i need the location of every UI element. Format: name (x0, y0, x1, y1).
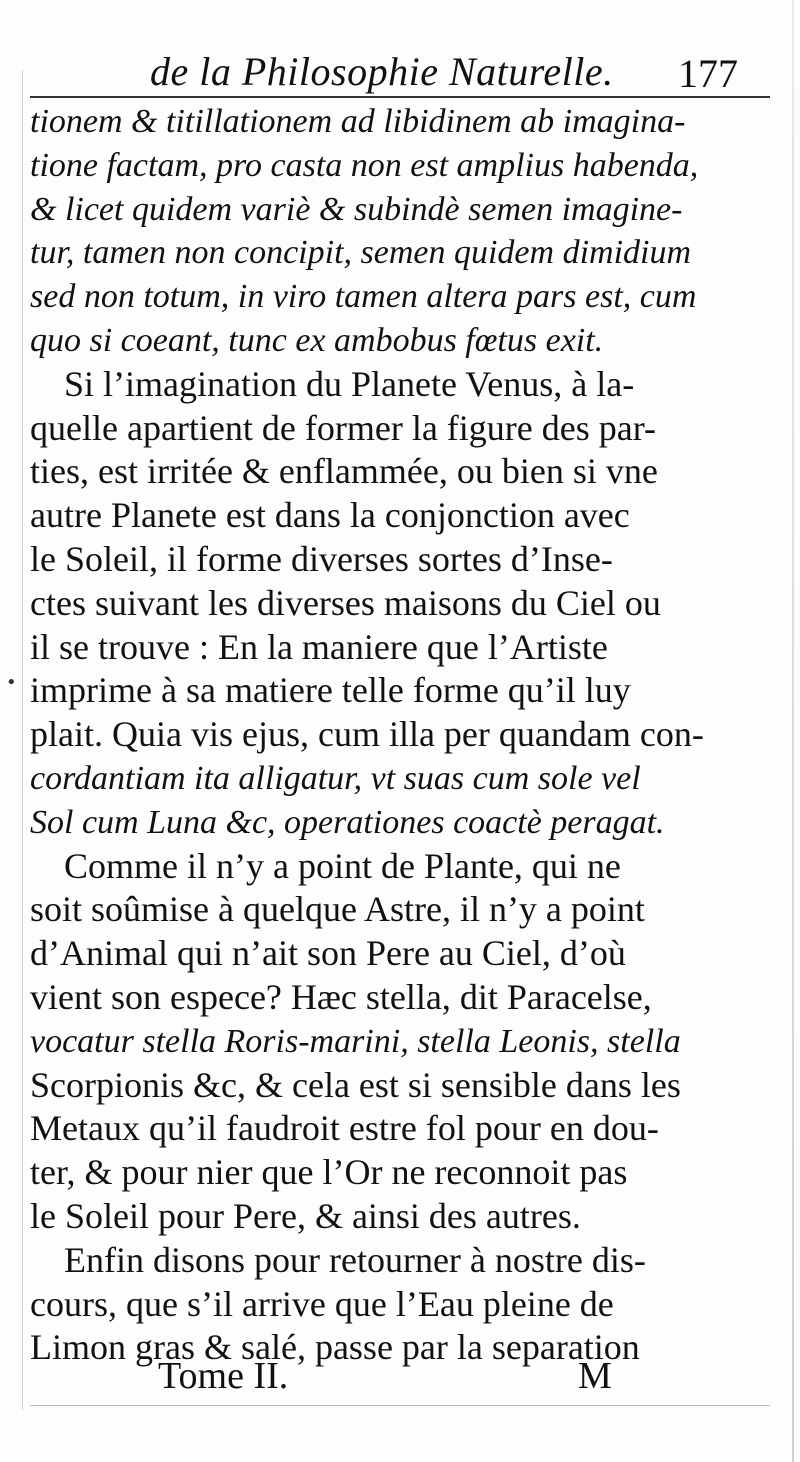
page-number: 177 (678, 51, 738, 96)
paragraph-start-line: Comme il n’y a point de Plante, qui ne (64, 845, 621, 886)
text-line: vient son espece? Hæc stella, dit Paracelse, (30, 976, 652, 1017)
text-line: cordantiam ita alligatur, vt suas cum sole vel (30, 759, 641, 797)
header-rule (30, 96, 770, 98)
page-edge-left (22, 70, 23, 1410)
text-line: Limon gras & salé, passe par la separation (30, 1327, 640, 1368)
page-body (30, 100, 775, 1370)
text-line: plait. Quia vis ejus, cum illa per quandam con- (30, 714, 704, 755)
signature-mark: M (578, 1355, 612, 1397)
paragraph-start-line: Enfin disons pour retourner à nostre dis- (64, 1239, 646, 1280)
text-line: le Soleil, il forme diverses sortes d’Inse- (30, 538, 613, 579)
text-line: soit soûmise à quelque Astre, il n’y a point (30, 889, 645, 930)
text-line: ter, & pour nier que l’Or ne reconnoit pas (30, 1152, 628, 1193)
text-line: quelle apartient de former la figure des par- (30, 407, 656, 448)
text-line: sed non totum, in viro tamen altera pars est, cum (30, 278, 697, 316)
text-line: Metaux qu’il faudroit estre fol pour en dou- (30, 1108, 659, 1149)
text-line: cours, que s’il arrive que l’Eau pleine de (30, 1283, 614, 1324)
text-line: ctes suivant les diverses maisons du Ciel ou (30, 582, 661, 623)
running-title: de la Philosophie Naturelle. (150, 49, 614, 94)
page-edge-right (792, 0, 794, 1462)
text-line: tione factam, pro casta non est amplius habenda, (30, 146, 699, 184)
text-line: tur, tamen non concipit, semen quidem dimidium (30, 234, 692, 272)
text-line: & licet quidem variè & subindè semen imagine- (30, 190, 683, 228)
text-line: autre Planete est dans la conjonction avec (30, 495, 630, 536)
text-line: ties, est irritée & enflammée, ou bien si vne (30, 451, 658, 492)
margin-dot: • (6, 672, 17, 693)
text-line: tionem & titillationem ad libidinem ab imagina- (30, 103, 686, 140)
page-bottom-edge (30, 1405, 770, 1406)
text-line: vocatur stella Roris-marini, stella Leonis, stella (30, 1022, 681, 1060)
text-line: il se trouve : En la maniere que l’Artiste (30, 626, 608, 667)
text-line: le Soleil pour Pere, & ainsi des autres. (30, 1195, 581, 1236)
text-line: Scorpionis &c, & cela est si sensible dans les (30, 1064, 681, 1105)
text-line: quo si coeant, tunc ex ambobus fœtus exit. (30, 321, 604, 359)
text-line: imprime à sa matiere telle forme qu’il luy (30, 670, 631, 711)
volume-label: Tome II. (158, 1355, 289, 1397)
text-line: Sol cum Luna &c, operationes coactè peragat. (30, 803, 665, 841)
text-line: d’Animal qui n’ait son Pere au Ciel, d’où (30, 933, 626, 974)
paragraph-start-line: Si l’imagination du Planete Venus, à la- (64, 363, 635, 404)
